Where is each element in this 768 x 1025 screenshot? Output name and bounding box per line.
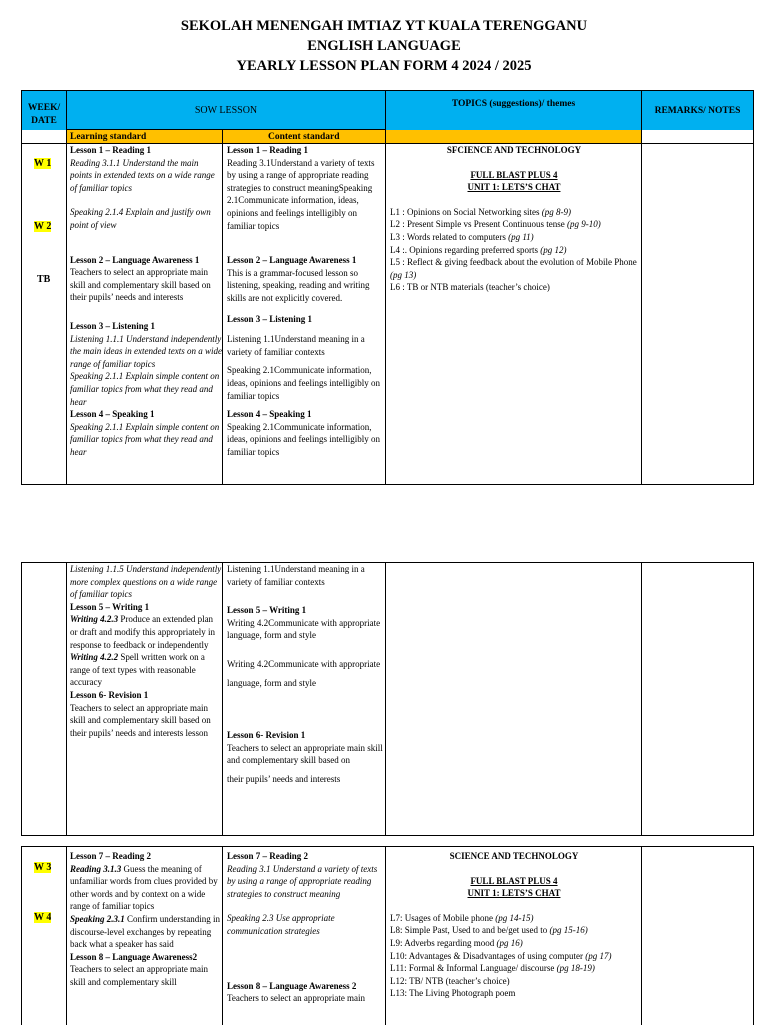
lesson-title: Lesson 4 – Speaking 1: [227, 409, 312, 420]
topic-item: L13: The Living Photograph poem: [390, 988, 516, 999]
theme-title: SCIENCE AND TECHNOLOGY: [449, 851, 579, 861]
topic-item: L7: Usages of Mobile phone (pg 14-15): [390, 912, 534, 923]
topic-item: L8: Simple Past, Used to and be/get used to (pg 15-16): [390, 925, 588, 936]
week-label: TB: [37, 274, 51, 285]
lesson-table-3: [21, 846, 754, 1025]
lesson-table-2: [21, 562, 754, 836]
content-standard-cell: Lesson 7 – Reading 2 Reading 3.1 Understand a variety of texts by using a range of appropriate reading strategies to construct meaning Speaking 2.3 Use appropriate communication strategies Lesson 8 – Language Awareness 2 Teachers to select an appropriate main: [227, 850, 384, 1024]
content-standard-cell: Lesson 1 – Reading 1 Reading 3.1Understand a variety of texts by using a range of appropriate reading strategies to construct meaningSpeaking 2.1Communicate information, ideas, opinions and feelings intelligibly on familiar topics Lesson 2 – Language Awareness 1 This is a grammar-focused lesson so listening, speaking, reading and writing skills are not explicitly covered. Lesson 3 – Listening 1 Listening 1.1Understand meaning in a variety of familiar contexts Speaking 2.1Communicate information, ideas, opinions and feelings intelligibly on familiar topics Lesson 4 – Speaking 1 Speaking 2.1Communicate information, ideas, opinions and feelings intelligibly on familiar topics: [227, 144, 384, 482]
topic-item: L10: Advantages & Disadvantages of using computer (pg 17): [390, 950, 612, 961]
topic-item: L9: Adverbs regarding mood (pg 16): [390, 937, 523, 948]
subject-name: ENGLISH LANGUAGE: [307, 38, 461, 54]
topic-item: L2 : Present Simple vs Present Continuous tense (pg 9-10): [390, 219, 601, 230]
learning-standard-header: Learning standard: [70, 132, 147, 142]
topic-list: [390, 206, 638, 294]
remarks-header: REMARKS/ NOTES: [654, 106, 741, 116]
book-title: FULL BLAST PLUS 4: [470, 875, 558, 886]
week-label: W 2: [34, 221, 52, 232]
topics-cell: [390, 850, 638, 1024]
week-date-header: WEEK/ DATE: [27, 103, 61, 126]
lesson-title: Lesson 6- Revision 1: [227, 730, 306, 741]
content-standard-cell: Listening 1.1Understand meaning in a variety of familiar contexts Lesson 5 – Writing 1 Writing 4.2Communicate with appropriate language, form and style Writing 4.2Communicate with appropriate language, form and style Lesson 6- Revision 1 Teachers to select an appropriate main skill and complementary skill based on their pupils’ needs and interests: [227, 564, 383, 784]
week-label: W 4: [34, 912, 52, 923]
plan-title: YEARLY LESSON PLAN FORM 4 2024 / 2025: [236, 58, 532, 74]
book-title: FULL BLAST PLUS 4: [470, 169, 558, 180]
unit-title: UNIT 1: LETS’S CHAT: [467, 182, 561, 193]
topic-list: [390, 912, 638, 1000]
learning-standard-cell: Lesson 1 – Reading 1 Reading 3.1.1 Understand the main points in extended texts on a wide range of familiar topics Speaking 2.1.4 Explain and justify own point of view Lesson 2 – Language Awareness 1 Teachers to select an appropriate main skill and complementary skill based on their pupils’ needs and interests Lesson 3 – Listening 1 Listening 1.1.1 Understand independently the main ideas in extended texts on a wide range of familiar topics Speaking 2.1.1 Explain simple content on familiar topics from what they read and hear Lesson 4 – Speaking 1 Speaking 2.1.1 Explain simple content on familiar topics from what they read and hear: [70, 145, 222, 457]
unit-title: UNIT 1: LETS’S CHAT: [467, 888, 561, 899]
lesson-title: Lesson 8 – Language Awareness2: [70, 951, 198, 962]
lesson-title: Lesson 5 – Writing 1: [70, 601, 150, 612]
lesson-title: Lesson 6- Revision 1: [70, 689, 149, 700]
lesson-title: Lesson 3 – Listening 1: [227, 313, 313, 324]
topic-item: L6 : TB or NTB materials (teacher’s choice): [390, 282, 550, 293]
topic-item: L3 : Words related to computers (pg 11): [390, 231, 534, 242]
lesson-title: Lesson 8 – Language Awareness 2: [227, 980, 357, 991]
lesson-table-1: [21, 90, 754, 485]
lesson-title: Lesson 7 – Reading 2: [70, 851, 152, 861]
content-standard-header: Content standard: [268, 132, 340, 142]
lesson-title: Lesson 4 – Speaking 1: [70, 409, 155, 420]
topic-item: L1 : Opinions on Social Networking sites (pg 8-9): [390, 206, 571, 217]
school-name: SEKOLAH MENENGAH IMTIAZ YT KUALA TERENGGANU: [180, 18, 588, 34]
topic-item: L12: TB/ NTB (teacher’s choice): [390, 975, 510, 986]
theme-title: SFCIENCE AND TECHNOLOGY: [446, 145, 582, 155]
topic-item: L4 :. Opinions regarding preferred sports (pg 12): [390, 244, 567, 255]
lesson-title: Lesson 5 – Writing 1: [227, 605, 307, 616]
learning-standard-cell: Lesson 7 – Reading 2 Reading 3.1.3 Guess the meaning of unfamiliar words from clues provided by other words and by context on a wide range of familiar topics Speaking 2.3.1 Confirm understanding in discourse-level exchanges by repeating back what a speaker has said Lesson 8 – Language Awareness2 Teachers to select an appropriate main skill and complementary skill: [70, 851, 221, 987]
lesson-title: Lesson 2 – Language Awareness 1: [70, 254, 200, 265]
topics-cell: [390, 144, 638, 482]
lesson-title: Lesson 3 – Listening 1: [70, 320, 156, 331]
week-label: W 1: [34, 158, 52, 169]
topics-header: TOPICS (suggestions)/ themes: [451, 99, 576, 109]
learning-standard-cell: Listening 1.1.5 Understand independently more complex questions on a wide range of familiar topics Lesson 5 – Writing 1 Writing 4.2.3 Produce an extended plan or draft and modify this appropriately in response to feedback or independently Writing 4.2.2 Spell written work on a range of text types with reasonable accuracy Lesson 6- Revision 1 Teachers to select an appropriate main skill and complementary skill based on their pupils’ needs and interests lesson: [70, 564, 222, 738]
lesson-title: Lesson 1 – Reading 1: [227, 145, 309, 155]
lesson-title: Lesson 7 – Reading 2: [227, 851, 309, 861]
sow-lesson-header: SOW LESSON: [194, 105, 258, 116]
week-label: W 3: [34, 862, 52, 873]
topic-item: L11: Formal & Informal Language/ discourse (pg 18-19): [390, 963, 595, 974]
lesson-title: Lesson 1 – Reading 1: [70, 145, 152, 155]
lesson-title: Lesson 2 – Language Awareness 1: [227, 255, 357, 266]
topic-item: L5 : Reflect & giving feedback about the evolution of Mobile Phone (pg 13): [390, 257, 637, 280]
